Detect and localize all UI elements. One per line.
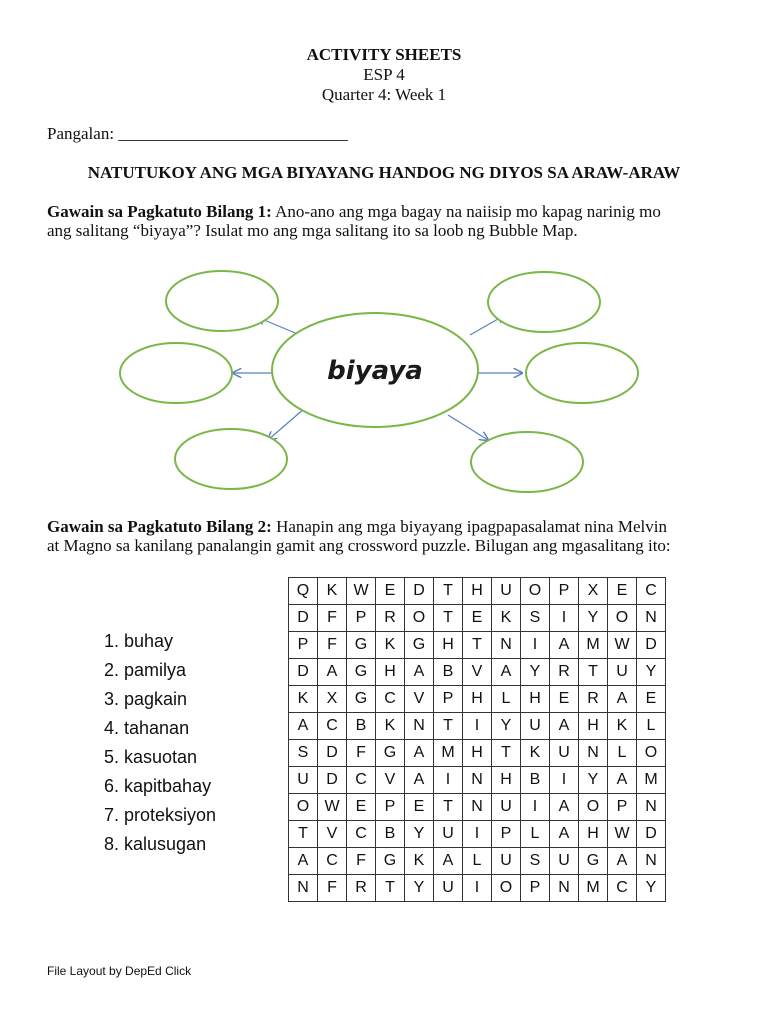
grid-cell[interactable]: L [463,848,492,875]
grid-row [289,740,666,767]
grid-row [289,686,666,713]
activity2-label: Gawain sa Pagkatuto Bilang 2: [47,517,272,536]
grid-cell[interactable]: L [608,740,637,767]
grid-cell[interactable]: N [637,848,666,875]
activity2-line1: Hanapin ang mga biyayang ipagpapasalamat nina Melvin [271,517,667,536]
grid-cell[interactable]: D [318,767,347,794]
grid-cell[interactable]: F [318,605,347,632]
grid-cell[interactable]: A [608,848,637,875]
grid-cell[interactable]: G [405,632,434,659]
grid-cell[interactable]: E [637,686,666,713]
grid-cell[interactable]: V [405,686,434,713]
grid-cell[interactable]: W [608,821,637,848]
grid-cell[interactable]: A [405,767,434,794]
grid-cell[interactable]: M [579,632,608,659]
word-list-item: 3. pagkain [104,689,188,709]
grid-cell[interactable]: U [289,767,318,794]
grid-cell[interactable]: A [550,821,579,848]
grid-cell[interactable]: E [376,578,405,605]
subject-label: ESP 4 [363,65,405,84]
grid-cell[interactable]: K [318,578,347,605]
grid-cell[interactable]: D [289,605,318,632]
grid-cell[interactable]: N [405,713,434,740]
grid-cell[interactable]: G [376,848,405,875]
grid-cell[interactable]: C [608,875,637,902]
grid-cell[interactable]: V [318,821,347,848]
grid-cell[interactable]: N [579,740,608,767]
grid-cell[interactable]: Y [579,605,608,632]
activity1-line2: ang salitang “biyaya”? Isulat mo ang mga salitang ito sa loob ng Bubble Map. [47,221,578,240]
grid-cell[interactable]: T [579,659,608,686]
grid-cell[interactable]: A [434,848,463,875]
grid-cell[interactable]: A [550,632,579,659]
grid-cell[interactable]: P [550,578,579,605]
grid-cell[interactable]: T [492,740,521,767]
grid-cell[interactable]: G [347,632,376,659]
grid-cell[interactable]: Y [521,659,550,686]
grid-cell[interactable]: Y [579,767,608,794]
grid-cell[interactable]: U [434,875,463,902]
grid-cell[interactable]: H [521,686,550,713]
grid-cell[interactable]: A [608,767,637,794]
grid-cell[interactable]: F [318,632,347,659]
grid-cell[interactable]: C [347,821,376,848]
activity1-instructions [47,202,737,240]
bubble-bottom-left[interactable] [175,429,287,489]
grid-cell[interactable]: D [289,659,318,686]
grid-cell[interactable]: T [463,632,492,659]
grid-cell[interactable]: I [463,821,492,848]
grid-cell[interactable]: K [376,713,405,740]
grid-cell[interactable]: R [376,605,405,632]
grid-cell[interactable]: E [405,794,434,821]
grid-cell[interactable]: N [463,767,492,794]
word-list-item: 8. kalusugan [104,834,207,854]
grid-cell[interactable]: H [376,659,405,686]
activity1-line1: Ano-ano ang mga bagay na naiisip mo kapag narinig mo [271,202,661,221]
grid-cell[interactable]: O [579,794,608,821]
grid-cell[interactable]: R [347,875,376,902]
grid-cell[interactable]: R [579,686,608,713]
grid-cell[interactable]: G [347,659,376,686]
grid-cell[interactable]: A [608,686,637,713]
activity2-line2: at Magno sa kanilang panalangin gamit ang crossword puzzle. Bilugan ang mgasalitang ito: [47,536,671,555]
grid-cell[interactable]: C [318,713,347,740]
word-list-item: 2. pamilya [104,660,187,680]
grid-cell[interactable]: Y [637,875,666,902]
grid-cell[interactable]: W [608,632,637,659]
grid-cell[interactable]: Y [637,659,666,686]
grid-cell[interactable]: O [608,605,637,632]
bubble-left[interactable] [120,343,232,403]
grid-cell[interactable]: A [550,794,579,821]
grid-cell[interactable]: B [347,713,376,740]
grid-cell[interactable]: W [318,794,347,821]
grid-cell[interactable]: M [434,740,463,767]
grid-cell[interactable]: X [579,578,608,605]
grid-cell[interactable]: U [521,713,550,740]
grid-cell[interactable]: H [492,767,521,794]
grid-cell[interactable]: L [492,686,521,713]
grid-row [289,767,666,794]
grid-cell[interactable]: E [463,605,492,632]
grid-cell[interactable]: S [289,740,318,767]
word-list-item: 4. tahanan [104,718,190,738]
grid-cell[interactable]: Y [405,821,434,848]
grid-cell[interactable]: G [347,686,376,713]
grid-cell[interactable]: P [608,794,637,821]
grid-cell[interactable]: A [289,713,318,740]
arrow-bottom-left [268,408,305,440]
grid-cell[interactable]: T [434,794,463,821]
bubble-bottom-right[interactable] [471,432,583,492]
grid-cell[interactable]: X [318,686,347,713]
grid-row [289,605,666,632]
grid-cell[interactable]: I [463,713,492,740]
grid-cell[interactable]: D [637,821,666,848]
grid-cell[interactable]: R [550,659,579,686]
word-list-item: 7. proteksiyon [104,805,217,825]
grid-cell[interactable]: U [550,848,579,875]
grid-cell[interactable]: G [579,848,608,875]
word-search-grid [288,577,666,902]
quarter-week-label: Quarter 4: Week 1 [321,85,447,104]
grid-cell[interactable]: P [492,821,521,848]
bubble-top-left[interactable] [166,271,278,331]
grid-cell[interactable]: T [434,605,463,632]
grid-cell[interactable]: L [637,713,666,740]
grid-cell[interactable]: E [550,686,579,713]
grid-cell[interactable]: N [637,605,666,632]
grid-cell[interactable]: U [608,659,637,686]
grid-row [289,794,666,821]
grid-cell[interactable]: M [579,875,608,902]
bubble-top-right[interactable] [488,272,600,332]
grid-cell[interactable]: B [376,821,405,848]
grid-cell[interactable]: O [637,740,666,767]
grid-cell[interactable]: T [376,875,405,902]
grid-cell[interactable]: M [637,767,666,794]
grid-cell[interactable]: U [492,578,521,605]
grid-cell[interactable]: H [434,632,463,659]
grid-cell[interactable]: F [318,875,347,902]
grid-cell[interactable]: A [550,713,579,740]
grid-cell[interactable]: D [405,578,434,605]
grid-cell[interactable]: I [550,605,579,632]
grid-cell[interactable]: U [492,848,521,875]
grid-cell[interactable]: A [405,740,434,767]
grid-cell[interactable]: E [608,578,637,605]
center-word: biyaya [327,356,423,386]
grid-cell[interactable]: D [637,632,666,659]
word-list [104,627,216,859]
grid-row [289,632,666,659]
grid-cell[interactable]: T [434,713,463,740]
word-list-item: 5. kasuotan [104,747,198,767]
grid-cell[interactable]: K [521,740,550,767]
grid-cell[interactable]: P [347,605,376,632]
activity1-label: Gawain sa Pagkatuto Bilang 1: [47,202,272,221]
grid-cell[interactable]: C [637,578,666,605]
grid-row [289,821,666,848]
grid-cell[interactable]: N [550,875,579,902]
grid-cell[interactable]: N [492,632,521,659]
sheet-title: ACTIVITY SHEETS [306,45,462,64]
grid-cell[interactable]: A [492,659,521,686]
grid-cell[interactable]: L [521,821,550,848]
grid-cell[interactable]: W [347,578,376,605]
grid-row [289,713,666,740]
grid-cell[interactable]: E [347,794,376,821]
grid-cell[interactable]: K [289,686,318,713]
grid-cell[interactable]: V [463,659,492,686]
footer-credit: File Layout by DepEd Click [47,964,192,978]
grid-cell[interactable]: H [579,821,608,848]
grid-cell[interactable]: H [463,578,492,605]
grid-cell[interactable]: B [521,767,550,794]
grid-cell[interactable]: U [434,821,463,848]
grid-cell[interactable]: K [376,632,405,659]
main-title: NATUTUKOY ANG MGA BIYAYANG HANDOG NG DIYOS SA ARAW-ARAW [87,163,681,182]
grid-cell[interactable]: T [289,821,318,848]
grid-cell[interactable]: I [550,767,579,794]
word-list-item: 1. buhay [104,631,174,651]
grid-cell[interactable]: S [521,605,550,632]
grid-cell[interactable]: A [405,659,434,686]
grid-cell[interactable]: K [608,713,637,740]
grid-row [289,578,666,605]
name-line: Pangalan: ___________________________ [47,124,348,143]
grid-cell[interactable]: I [521,794,550,821]
grid-cell[interactable]: O [492,875,521,902]
grid-cell[interactable]: P [376,794,405,821]
grid-cell[interactable]: N [289,875,318,902]
grid-cell[interactable]: Y [405,875,434,902]
grid-cell[interactable]: Y [492,713,521,740]
grid-cell[interactable]: I [463,875,492,902]
grid-cell[interactable]: F [347,740,376,767]
grid-cell[interactable]: C [376,686,405,713]
grid-cell[interactable]: S [521,848,550,875]
grid-cell[interactable]: F [347,848,376,875]
grid-row [289,848,666,875]
grid-cell[interactable]: H [463,740,492,767]
grid-cell[interactable]: H [579,713,608,740]
grid-cell[interactable]: D [318,740,347,767]
grid-cell[interactable]: U [492,794,521,821]
grid-cell[interactable]: K [492,605,521,632]
grid-cell[interactable]: P [434,686,463,713]
grid-cell[interactable]: P [521,875,550,902]
grid-cell[interactable]: V [376,767,405,794]
grid-cell[interactable]: O [289,794,318,821]
grid-cell[interactable]: A [318,659,347,686]
grid-cell[interactable]: P [289,632,318,659]
word-list-item: 6. kapitbahay [104,776,212,796]
grid-cell[interactable]: G [376,740,405,767]
grid-cell[interactable]: Q [289,578,318,605]
grid-row [289,875,666,902]
grid-cell[interactable]: O [405,605,434,632]
grid-row [289,659,666,686]
bubble-right[interactable] [526,343,638,403]
grid-cell[interactable]: C [318,848,347,875]
grid-cell[interactable]: N [637,794,666,821]
grid-cell[interactable]: N [463,794,492,821]
grid-cell[interactable]: T [434,578,463,605]
grid-cell[interactable]: I [521,632,550,659]
grid-cell[interactable]: U [550,740,579,767]
grid-cell[interactable]: O [521,578,550,605]
activity2-instructions [47,517,747,555]
bubble-map [0,240,768,500]
grid-cell[interactable]: B [434,659,463,686]
grid-cell[interactable]: I [434,767,463,794]
grid-cell[interactable]: H [463,686,492,713]
arrow-bottom-right [448,415,488,440]
grid-cell[interactable]: K [405,848,434,875]
grid-cell[interactable]: C [347,767,376,794]
grid-cell[interactable]: A [289,848,318,875]
